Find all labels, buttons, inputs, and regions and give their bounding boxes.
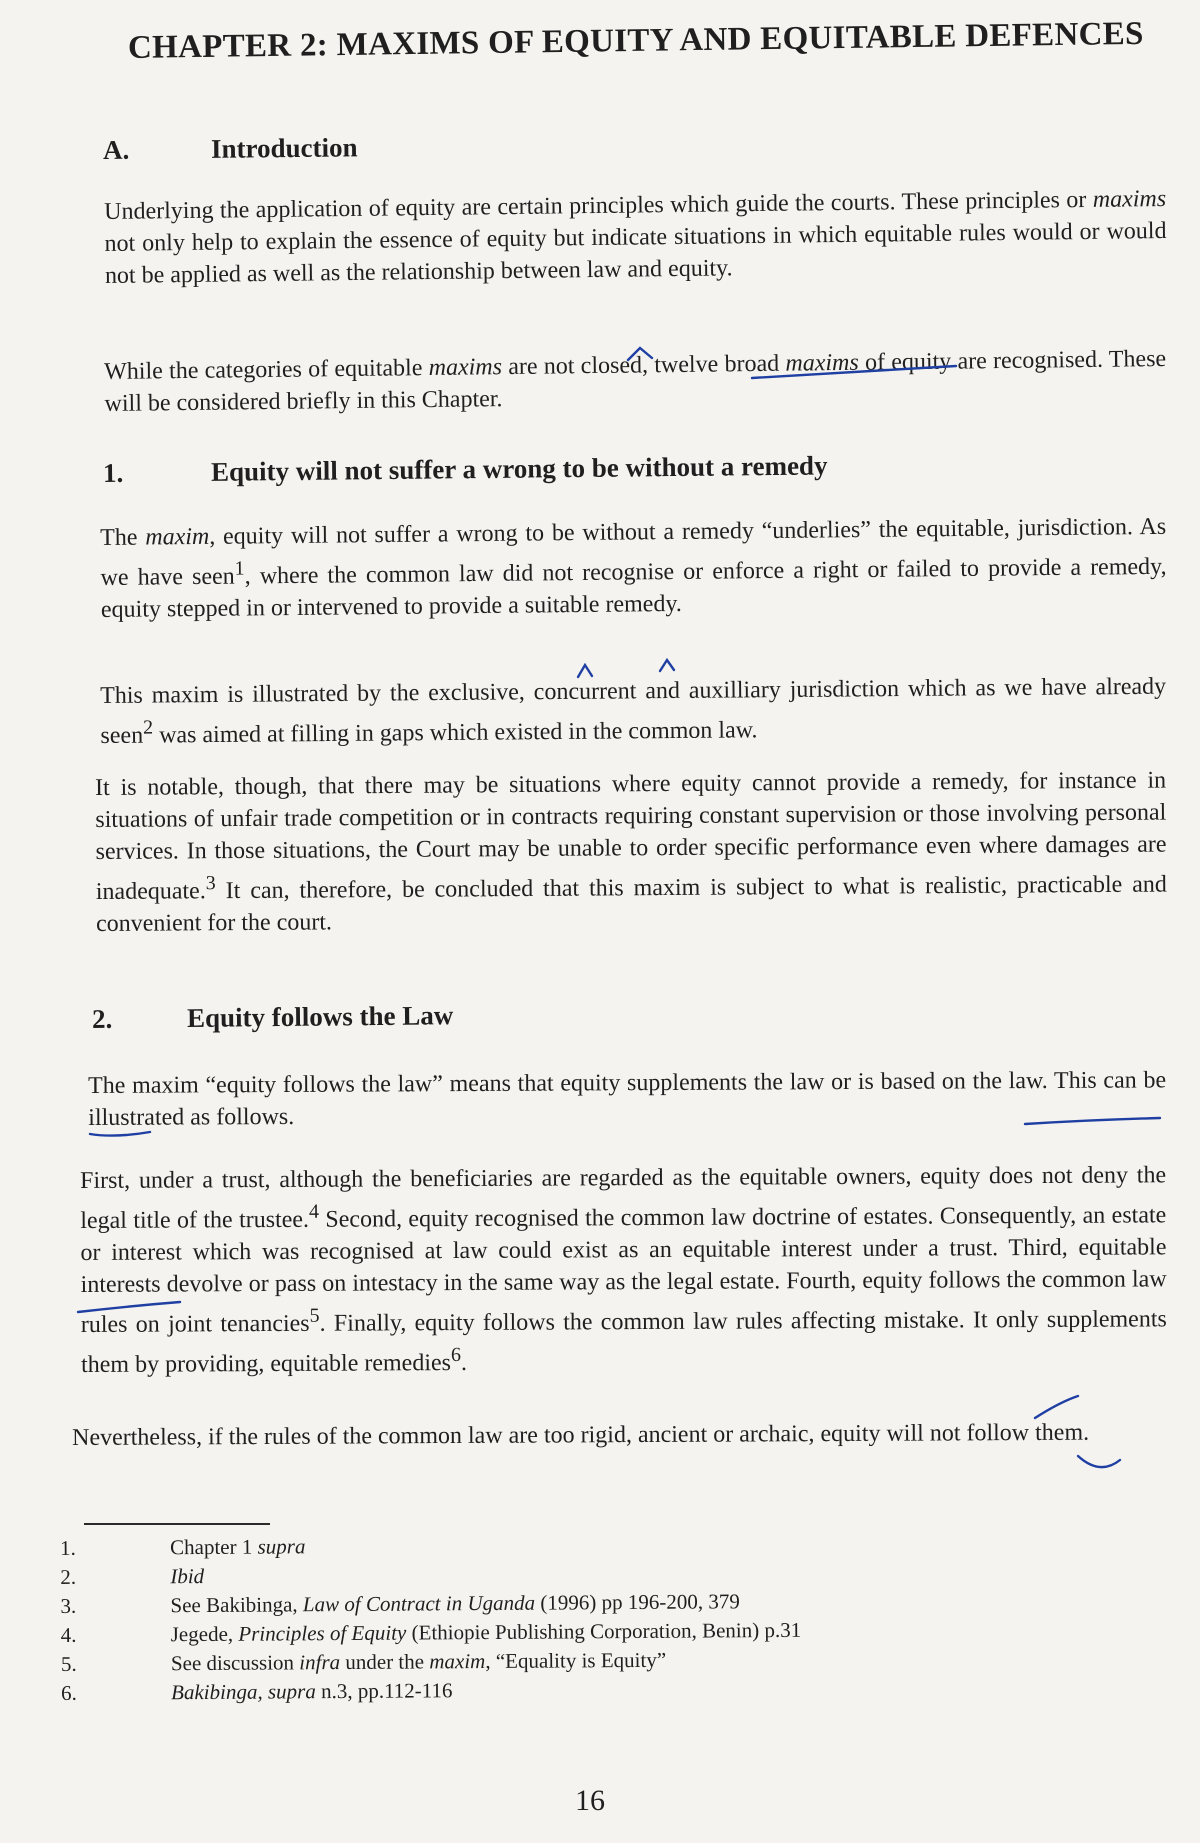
section-1-number: 1.	[102, 457, 124, 488]
footnote-text	[170, 1532, 306, 1562]
emphasis: Principles of Equity	[238, 1620, 407, 1646]
footnote-text	[170, 1587, 740, 1620]
text: under the	[339, 1649, 430, 1675]
text: Chapter 1	[170, 1534, 258, 1560]
footnote-number: 3.	[60, 1593, 77, 1618]
footnote-text	[171, 1616, 802, 1649]
intro-heading-title: Introduction	[210, 132, 358, 164]
text: First, under a trust, although the beneficiaries are regarded as the equitable owners, equity does not deny the legal title of the trustee.	[80, 1162, 1167, 1234]
footnote-number: 4.	[60, 1622, 77, 1647]
section-1-paragraph-3	[95, 765, 1167, 940]
text: not only help to explain the essence of equity but indicate situations in which equitable rules would or would not be applied as well as the relationship between law and equity.	[104, 218, 1167, 289]
section-2-paragraph-2	[80, 1159, 1167, 1381]
footnote-number: 5.	[60, 1651, 77, 1676]
section-1-title: Equity will not suffer a wrong to be without a remedy	[210, 450, 828, 487]
footnote-divider	[84, 1523, 270, 1525]
text: While the categories of equitable	[104, 355, 429, 385]
text: It is notable, though, that there may be situations where equity cannot provide a remedy, for instance in situations of unfair trade competition or in contracts requiring constant supervision or those involving personal services. In those situations, the Court may be unable to order specific performance even where damages are inadequate.	[95, 767, 1167, 905]
intro-paragraph-1	[104, 183, 1167, 292]
footnote-ref: 2	[142, 716, 154, 739]
text: , where the common law did not recognise or enforce a right or failed to provide a remedy, equity stepped in or intervened to provide a suitable remedy.	[100, 553, 1167, 623]
footnote	[61, 1672, 1021, 1708]
text: . Finally, equity follows the common law rules affecting mistake. It only supplements them by providing, equitable remedies	[80, 1306, 1167, 1378]
section-2-heading	[92, 1000, 454, 1035]
text: See discussion	[170, 1650, 300, 1676]
emphasis: maxims	[785, 349, 859, 377]
intro-heading-number: A.	[102, 134, 130, 165]
text: n.3, pp.112-116	[315, 1678, 453, 1704]
footnote-ref: 5	[309, 1304, 320, 1327]
section-2-title: Equity follows the Law	[186, 1000, 454, 1034]
text: , equity will not suffer a wrong to be without a remedy “underlies” the equitable, jurisdiction. As we have seen	[100, 513, 1167, 591]
scribble-mark	[1035, 1396, 1078, 1418]
page-number: 16	[575, 1784, 605, 1817]
text: (1996) pp 196-200, 379	[535, 1589, 740, 1615]
emphasis: maxim	[429, 1649, 486, 1674]
footnote-ref: 1	[234, 557, 245, 580]
text: of equity are recognised. These will be considered briefly in this Chapter.	[104, 346, 1167, 417]
text: Second, equity recognised the common law doctrine of estates. Consequently, an estate or interest which was recognised at law could exist as an equitable interest under a trust. Third, equitable interests devolve or pass on intestacy in the same way as the legal estate. Fourth, equity follows the common law rules on joint tenancies	[80, 1202, 1167, 1338]
intro-heading	[103, 132, 358, 166]
emphasis: Law of Contract in Uganda	[302, 1590, 536, 1617]
text: See Bakibinga,	[170, 1592, 303, 1618]
footnote-number: 6.	[61, 1680, 77, 1705]
section-2-paragraph-1: The maxim “equity follows the law” means that equity supplements the law or is based on the law. This can be illustrated as follows.	[88, 1067, 1167, 1131]
chapter-title: CHAPTER 2: MAXIMS OF EQUITY AND EQUITABLE DEFENCES	[127, 15, 1144, 66]
text: It can, therefore, be concluded that this maxim is subject to what is realistic, practicable and convenient for the court.	[95, 871, 1167, 937]
footnote-text	[171, 1646, 666, 1678]
footnote-number: 1.	[60, 1535, 76, 1560]
text: are not closed, twelve broad	[501, 350, 786, 381]
emphasis: supra	[257, 1534, 306, 1559]
intro-paragraph-2	[104, 343, 1167, 420]
emphasis: maxims	[428, 354, 503, 382]
footnote-ref: 4	[308, 1200, 320, 1223]
section-1-heading	[103, 450, 828, 489]
section-1-paragraph-2	[100, 671, 1167, 752]
emphasis: Ibid	[170, 1563, 205, 1589]
scribble-mark	[1078, 1456, 1120, 1467]
text: The	[100, 524, 146, 551]
text: (Ethiopie Publishing Corporation, Benin) p.31	[406, 1617, 802, 1645]
section-1-paragraph-1	[100, 511, 1167, 626]
tick-mark	[660, 660, 674, 671]
emphasis: infra	[299, 1650, 341, 1675]
emphasis: maxims	[1092, 186, 1167, 213]
emphasis: maxim	[145, 523, 210, 551]
text: Underlying the application of equity are certain principles which guide the courts. These principles or	[104, 186, 1093, 225]
section-2-paragraph-3: Nevertheless, if the rules of the common law are too rigid, ancient or archaic, equity will not follow them.	[72, 1419, 1090, 1451]
text: was aimed at filling in gaps which existed in the common law.	[153, 717, 758, 749]
footnotes	[60, 1527, 1021, 1708]
text: Jegede,	[170, 1621, 239, 1647]
footnote-ref: 3	[205, 872, 216, 895]
emphasis: Bakibinga, supra	[171, 1679, 316, 1705]
footnote-text	[171, 1676, 453, 1707]
footnote-number: 2.	[60, 1564, 77, 1589]
section-2-number: 2.	[91, 1003, 113, 1034]
text: .	[460, 1349, 468, 1377]
footnote-text	[170, 1562, 204, 1591]
text: This maxim is illustrated by the exclusive, concurrent and auxilliary jurisdiction which as we have already seen	[100, 673, 1167, 749]
footnote-ref: 6	[450, 1344, 461, 1367]
text: , “Equality is Equity”	[485, 1647, 667, 1674]
